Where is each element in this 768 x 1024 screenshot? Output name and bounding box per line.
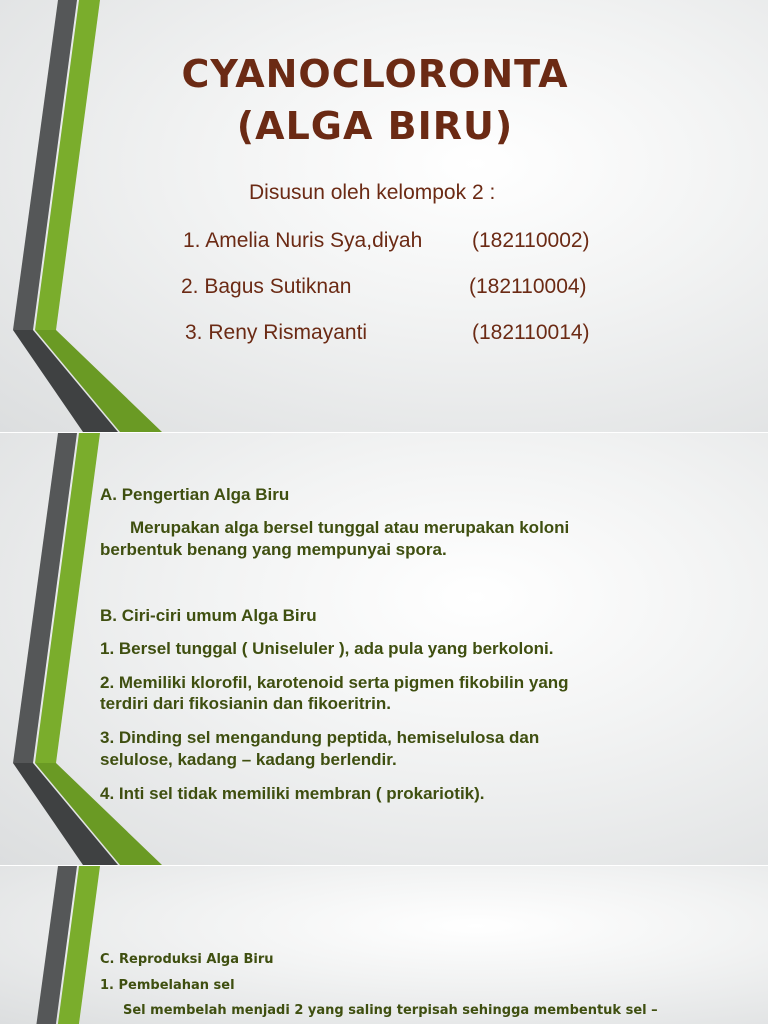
member-name-1: 1. Amelia Nuris Sya,diyah — [183, 229, 423, 252]
slide-reproduction — [0, 866, 768, 1024]
member-id-2: (182110004) — [469, 275, 587, 298]
slide-title — [0, 0, 768, 432]
point-1: 1. Bersel tunggal ( Uniseluler ), ada pula yang berkoloni. — [100, 639, 554, 658]
slide-definition — [0, 433, 768, 865]
slide-decoration-stripes — [0, 866, 170, 1024]
point-2-line-2: terdiri dari fikosianin dan fikoeritrin. — [100, 694, 391, 713]
point-3-line-1: 3. Dinding sel mengandung peptida, hemiselulosa dan — [100, 728, 540, 747]
authors-heading: Disusun oleh kelompok 2 : — [249, 181, 496, 204]
slide-title-line2: (ALGA BIRU) — [236, 104, 514, 148]
heading-b: B. Ciri-ciri umum Alga Biru — [100, 606, 317, 625]
member-id-1: (182110002) — [472, 229, 590, 252]
reproduction-text-1: Sel membelah menjadi 2 yang saling terpisah sehingga membentuk sel – — [123, 1003, 658, 1018]
point-2-line-1: 2. Memiliki klorofil, karotenoid serta pigmen fikobilin yang — [100, 673, 569, 692]
member-name-2: 2. Bagus Sutiknan — [181, 275, 352, 298]
point-3-line-2: selulose, kadang – kadang berlendir. — [100, 750, 397, 769]
slide-title-line1: CYANOCLORONTA — [181, 52, 569, 96]
definition-line-2: berbentuk benang yang mempunyai spora. — [100, 540, 447, 559]
definition-line-1: Merupakan alga bersel tunggal atau merupakan koloni — [130, 518, 570, 537]
subheading-1: 1. Pembelahan sel — [100, 978, 235, 993]
point-4: 4. Inti sel tidak memiliki membran ( prokariotik). — [100, 784, 485, 803]
member-name-3: 3. Reny Rismayanti — [185, 321, 368, 344]
member-id-3: (182110014) — [472, 321, 590, 344]
heading-c: C. Reproduksi Alga Biru — [100, 952, 274, 967]
heading-a: A. Pengertian Alga Biru — [100, 485, 290, 504]
